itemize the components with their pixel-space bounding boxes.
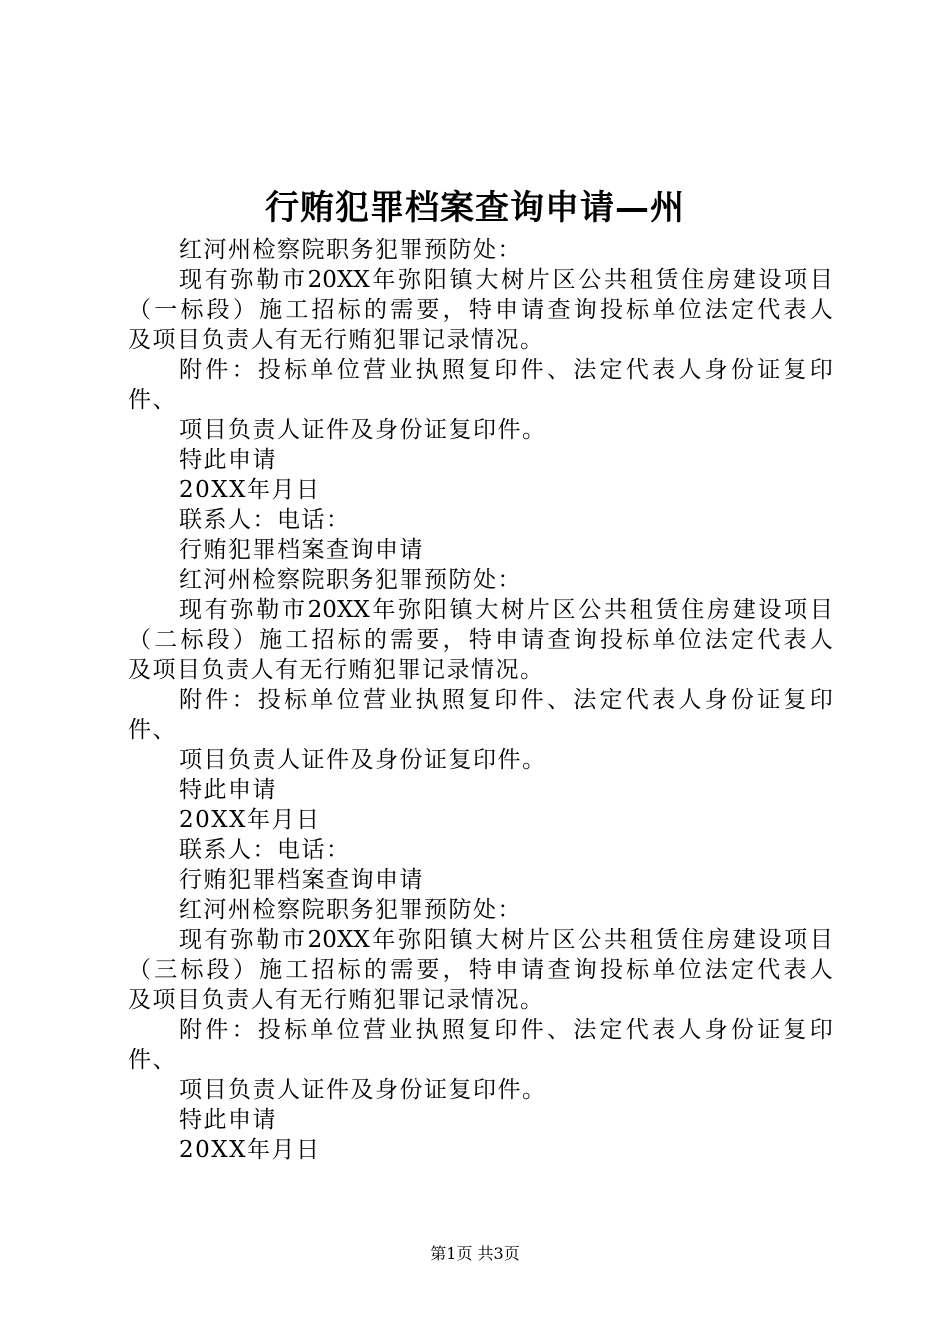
paragraph-line: 特此申请 xyxy=(179,447,277,473)
paragraph-line: 件、 xyxy=(128,387,177,413)
paragraph-line: 红河州检察院职务犯罪预防处： xyxy=(179,567,522,593)
paragraph-line: （ 二 标 段 ） 施 工 招 标 的 需 要 ， 特 申 请 查 询 投 标 单 位 法 定 代 表 人 xyxy=(128,627,833,653)
paragraph-line: 及项目负责人有无行贿犯罪记录情况。 xyxy=(128,987,545,1013)
paragraph-line: （ 一 标 段 ） 施 工 招 标 的 需 要 ， 特 申 请 查 询 投 标 单 位 法 定 代 表 人 xyxy=(128,297,833,323)
paragraph-line: 及项目负责人有无行贿犯罪记录情况。 xyxy=(128,657,545,683)
document-title: 行贿犯罪档案查询申请—州 xyxy=(265,188,685,228)
paragraph-line: 项目负责人证件及身份证复印件。 xyxy=(179,1077,547,1103)
paragraph-line: 特此申请 xyxy=(179,777,277,803)
paragraph-line: 现 有 弥 勒 市 20XX 年 弥 阳 镇 大 树 片 区 公 共 租 赁 住 房 建 设 项 目 xyxy=(179,267,833,293)
page-footer: 第1页 共3页 xyxy=(430,1244,520,1263)
paragraph-line: 附 件 ： 投 标 单 位 营 业 执 照 复 印 件 、 法 定 代 表 人 身 份 证 复 印 xyxy=(179,1017,833,1043)
paragraph-line: 红河州检察院职务犯罪预防处： xyxy=(179,897,522,923)
paragraph-line: 项目负责人证件及身份证复印件。 xyxy=(179,417,547,443)
paragraph-line: 现 有 弥 勒 市 20XX 年 弥 阳 镇 大 树 片 区 公 共 租 赁 住 房 建 设 项 目 xyxy=(179,927,833,953)
paragraph-line: 20XX年月日 xyxy=(179,807,321,833)
paragraph-line: 附 件 ： 投 标 单 位 营 业 执 照 复 印 件 、 法 定 代 表 人 身 份 证 复 印 xyxy=(179,357,833,383)
paragraph-line: 项目负责人证件及身份证复印件。 xyxy=(179,747,547,773)
paragraph-line: 特此申请 xyxy=(179,1107,277,1133)
paragraph-line: 件、 xyxy=(128,717,177,743)
paragraph-line: 红河州检察院职务犯罪预防处： xyxy=(179,237,522,263)
paragraph-line: 联系人：电话： xyxy=(179,837,351,863)
paragraph-line: 附 件 ： 投 标 单 位 营 业 执 照 复 印 件 、 法 定 代 表 人 身 份 证 复 印 xyxy=(179,687,833,713)
paragraph-line: 20XX年月日 xyxy=(179,1137,321,1163)
paragraph-line: 行贿犯罪档案查询申请 xyxy=(179,537,424,563)
paragraph-line: 20XX年月日 xyxy=(179,477,321,503)
paragraph-line: （ 三 标 段 ） 施 工 招 标 的 需 要 ， 特 申 请 查 询 投 标 单 位 法 定 代 表 人 xyxy=(128,957,833,983)
document-body xyxy=(128,235,833,1165)
paragraph-line: 件、 xyxy=(128,1047,177,1073)
paragraph-line: 现 有 弥 勒 市 20XX 年 弥 阳 镇 大 树 片 区 公 共 租 赁 住 房 建 设 项 目 xyxy=(179,597,833,623)
paragraph-line: 及项目负责人有无行贿犯罪记录情况。 xyxy=(128,327,545,353)
paragraph-line: 行贿犯罪档案查询申请 xyxy=(179,867,424,893)
paragraph-line: 联系人：电话： xyxy=(179,507,351,533)
